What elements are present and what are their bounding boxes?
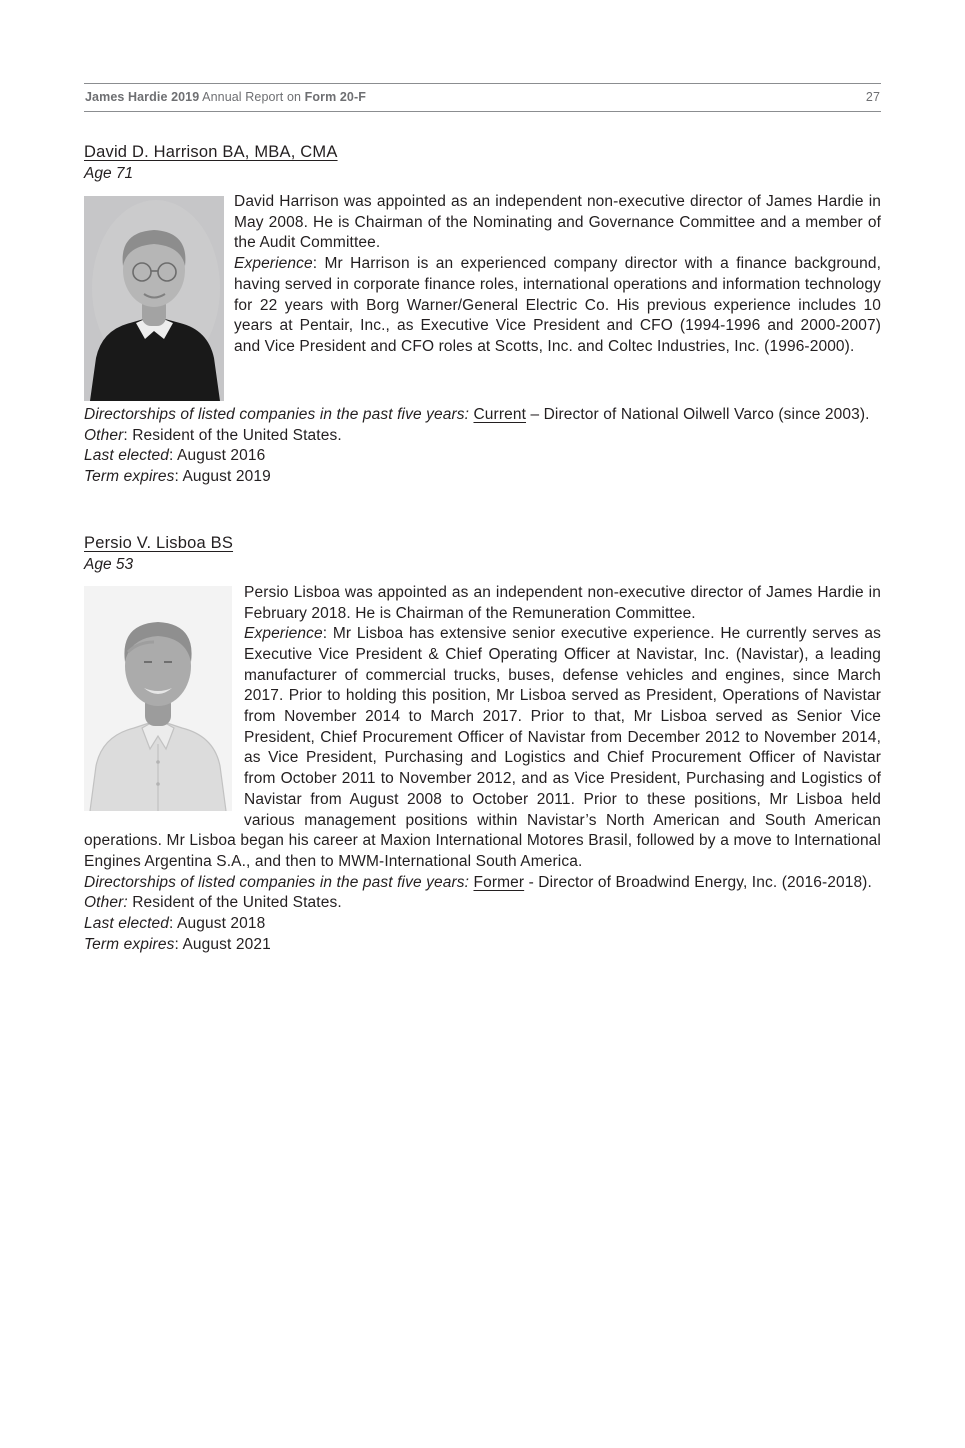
experience-text: : Mr Harrison is an experienced company director with a finance background, having served in corporate finance roles, international operations and information technology for 22 years with Borg Warner/General Electric Co. His previous experience includes 10 years at Pentair, Inc., as Executive Vice President and CFO (1994-1996 and 2000-2007) and Vice President and CFO roles at Scotts, Inc. and Coltec Industries, Inc. (1996-2000).: [234, 255, 881, 355]
other-text: Resident of the United States.: [127, 894, 342, 912]
experience-label: Experience: [244, 625, 323, 643]
page-header: [84, 83, 881, 112]
director-portrait-photo: [84, 196, 224, 401]
other-label: Other: [84, 426, 124, 444]
other-label: Other:: [84, 894, 128, 912]
director-intro-paragraph: David Harrison was appointed as an independent non-executive director of James Hardie in May 2008. He is Chairman of the Nominating and Governance Committee and a member of the Audit Committee.: [234, 193, 881, 252]
last-elected-line: [84, 446, 881, 467]
experience-text: : Mr Lisboa has extensive senior executive experience. He currently serves as Executive Vice President & Chief Operating Officer at Navistar, Inc. (Navistar), a leading manufacturer of commercial trucks, buses, defense vehicles and engines, since March 2017. Prior to holding this position, Mr Lisboa served as President, Operations of Navistar from November 2014 to March 2017. Prior to that, Mr Lisboa served as Senior Vice President, Chief Procurement Officer of Navistar from December 2012 to November 2014, as Vice President, Purchasing and Logistics and Chief Procurement Officer of Navistar from October 2011 to November 2012, and as Vice President, Purchasing and Logistics of Navistar from August 2008 to October 2011. Prior to these positions, Mr Lisboa held various management positions within Navistar’s North American and South American operations. Mr Lisboa began his career at Maxion International Motores Brasil, followed by a move to International Engines Argentina S.A., and then to MWM-International South America.: [84, 625, 881, 870]
director-other-paragraph: [84, 426, 881, 447]
director-other-paragraph: [84, 893, 881, 914]
directorships-text: - Director of Broadwind Energy, Inc. (2016-2018).: [524, 873, 872, 891]
last-elected-value: : August 2018: [169, 915, 266, 933]
director-age: Age 71: [84, 165, 134, 182]
directorships-status: Current: [473, 406, 527, 423]
director-intro-paragraph: Persio Lisboa was appointed as an independent non-executive director of James Hardie in February 2018. He is Chairman of the Remuneration Committee.: [244, 583, 881, 622]
directorships-label: Directorships of listed companies in the past five years:: [84, 873, 470, 891]
term-expires-label: Term expires: [84, 935, 175, 953]
page-content: [84, 143, 881, 955]
report-form: Form 20-F: [304, 90, 366, 104]
director-portrait-photo: [84, 586, 232, 811]
director-section-lisboa: [84, 534, 881, 956]
director-age: Age 53: [84, 555, 134, 573]
last-elected-label: Last elected: [84, 915, 170, 933]
director-bio: [84, 583, 881, 956]
director-name: David D. Harrison BA, MBA, CMA: [84, 143, 338, 161]
page-number: 27: [865, 90, 880, 104]
director-directorships-paragraph: [84, 405, 881, 426]
last-elected-value: : August 2016: [169, 447, 266, 465]
directorships-text: – Director of National Oilwell Varco (since 2003).: [526, 406, 870, 423]
report-title: [85, 90, 366, 104]
term-expires-label: Term expires: [84, 468, 175, 486]
directorships-status: Former: [473, 873, 525, 891]
experience-label: Experience: [234, 255, 313, 273]
director-name: Persio V. Lisboa BS: [84, 533, 234, 552]
director-section-harrison: [84, 143, 881, 488]
director-bio: [84, 192, 881, 488]
directorships-label: Directorships of listed companies in the past five years:: [84, 406, 470, 423]
term-expires-value: : August 2019: [174, 468, 271, 486]
last-elected-label: Last elected: [84, 447, 170, 465]
report-title-rest: Annual Report on: [199, 90, 305, 104]
term-expires-value: : August 2021: [174, 935, 271, 953]
other-text: : Resident of the United States.: [123, 426, 342, 444]
term-expires-line: [84, 935, 881, 956]
report-brand: James Hardie 2019: [85, 90, 200, 104]
last-elected-line: [84, 914, 881, 935]
term-expires-line: [84, 467, 881, 488]
director-directorships-paragraph: [84, 873, 881, 894]
